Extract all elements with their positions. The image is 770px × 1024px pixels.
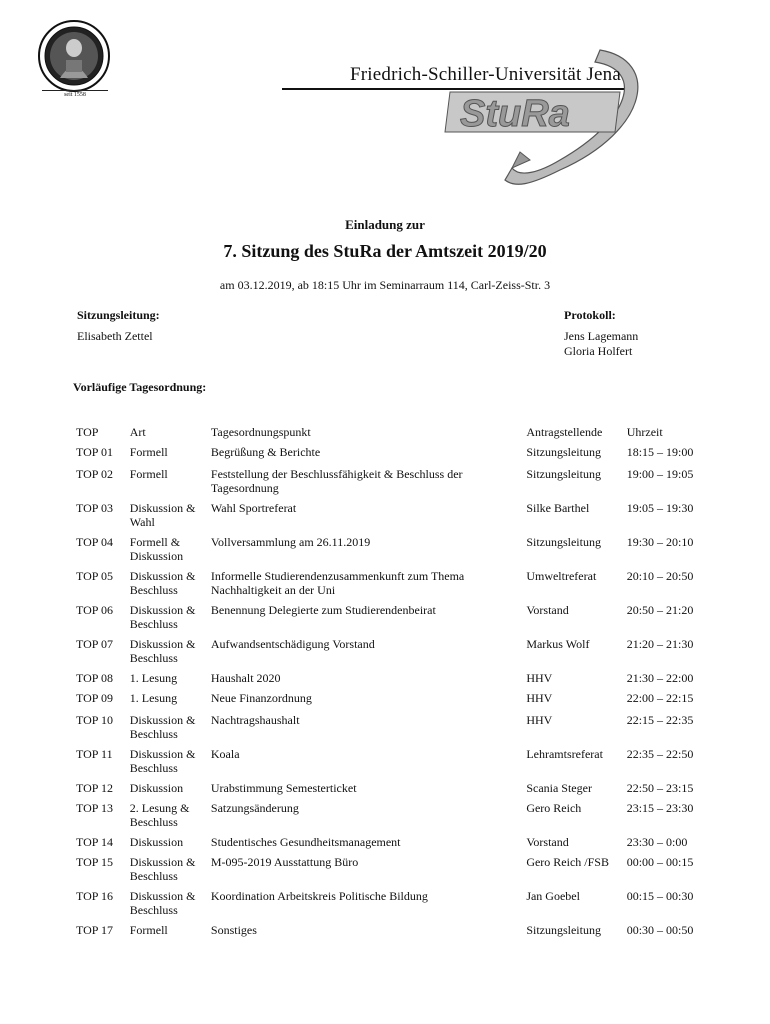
cell-type: Formell: [129, 923, 168, 937]
cell-time: 22:00 – 22:15: [626, 691, 694, 705]
chair-name: Elisabeth Zettel: [77, 329, 153, 343]
cell-item: Benennung Delegierte zum Studierendenbeirat: [210, 603, 436, 617]
cell-item: M-095-2019 Ausstattung Büro: [210, 855, 359, 869]
cell-top: TOP 13: [76, 801, 114, 815]
cell-type: 1. Lesung: [129, 671, 178, 685]
svg-text:StuRa: StuRa: [460, 93, 570, 135]
cell-item: Haushalt 2020: [210, 671, 281, 685]
cell-item: Urabstimmung Semesterticket: [210, 781, 357, 795]
cell-item: Sonstiges: [210, 923, 257, 937]
document-subtitle: Einladung zur: [345, 217, 425, 232]
cell-time: 00:30 – 00:50: [626, 923, 694, 937]
cell-top: TOP 04: [76, 535, 114, 549]
cell-type: 1. Lesung: [129, 691, 178, 705]
cell-type: Diskussion & Beschluss: [129, 637, 196, 665]
cell-item: Feststellung der Beschlussfähigkeit & Beschluss der Tagesordnung: [210, 467, 463, 495]
cell-top: TOP 05: [76, 569, 114, 583]
cell-time: 20:50 – 21:20: [626, 603, 694, 617]
cell-applicant: Sitzungsleitung: [526, 445, 601, 459]
university-seal: [38, 20, 110, 92]
agenda-row: [72, 566, 712, 600]
cell-item: Nachtragshaushalt: [210, 713, 300, 727]
cell-item: Aufwandsentschädigung Vorstand: [210, 637, 375, 651]
cell-applicant: Sitzungsleitung: [526, 535, 601, 549]
cell-time: 23:15 – 23:30: [626, 801, 694, 815]
cell-type: Diskussion: [129, 781, 184, 795]
cell-applicant: HHV: [526, 713, 553, 727]
cell-top: TOP 16: [76, 889, 114, 903]
cell-applicant: Gero Reich: [526, 801, 582, 815]
agenda-row: [72, 886, 712, 920]
agenda-row: [72, 744, 712, 778]
cell-applicant: HHV: [526, 671, 553, 685]
agenda-row: [72, 634, 712, 668]
cell-time: 22:35 – 22:50: [626, 747, 694, 761]
agenda-row: [72, 600, 712, 634]
seal-rule: [42, 90, 108, 91]
cell-time: 22:15 – 22:35: [626, 713, 694, 727]
cell-item: Vollversammlung am 26.11.2019: [210, 535, 371, 549]
agenda-table: [72, 422, 712, 940]
minutes-name-1: Jens Lagemann: [564, 329, 639, 343]
cell-applicant: Silke Barthel: [526, 501, 590, 515]
cell-top: TOP 02: [76, 467, 114, 481]
cell-type: Diskussion & Beschluss: [129, 569, 196, 597]
cell-top: TOP 17: [76, 923, 114, 937]
cell-top: TOP 12: [76, 781, 114, 795]
cell-time: 00:15 – 00:30: [626, 889, 694, 903]
agenda-row: [72, 832, 712, 852]
agenda-row: [72, 442, 712, 464]
cell-item: Koordination Arbeitskreis Politische Bildung: [210, 889, 428, 903]
cell-item: Wahl Sportreferat: [210, 501, 297, 515]
cell-applicant: Gero Reich /FSB: [526, 855, 609, 869]
agenda-row: [72, 464, 712, 498]
cell-time: 23:30 – 0:00: [626, 835, 688, 849]
header-applicant: Antragstellende: [526, 425, 603, 439]
agenda-row: [72, 798, 712, 832]
header-top: TOP: [76, 425, 99, 439]
agenda-row: [72, 532, 712, 566]
cell-applicant: Vorstand: [526, 603, 569, 617]
cell-time: 19:30 – 20:10: [626, 535, 694, 549]
chair-label: Sitzungsleitung:: [77, 308, 160, 322]
cell-type: 2. Lesung & Beschluss: [129, 801, 190, 829]
cell-time: 19:00 – 19:05: [626, 467, 694, 481]
cell-top: TOP 09: [76, 691, 114, 705]
cell-top: TOP 10: [76, 713, 114, 727]
cell-item: Satzungsänderung: [210, 801, 299, 815]
agenda-row: [72, 498, 712, 532]
cell-applicant: Scania Steger: [526, 781, 592, 795]
agenda-row: [72, 688, 712, 710]
cell-item: Koala: [210, 747, 240, 761]
header-item: Tagesordnungspunkt: [210, 425, 311, 439]
agenda-label: Vorläufige Tagesordnung:: [73, 380, 207, 394]
agenda-row: [72, 778, 712, 798]
cell-type: Diskussion & Beschluss: [129, 855, 196, 883]
cell-time: 21:30 – 22:00: [626, 671, 694, 685]
cell-time: 18:15 – 19:00: [626, 445, 694, 459]
document-title: 7. Sitzung des StuRa der Amtszeit 2019/20: [223, 241, 547, 261]
header-type: Art: [129, 425, 146, 439]
cell-top: TOP 14: [76, 835, 114, 849]
cell-top: TOP 11: [76, 747, 113, 761]
cell-top: TOP 08: [76, 671, 114, 685]
seal-caption: seit 1558: [64, 92, 86, 98]
agenda-row: [72, 710, 712, 744]
cell-type: Diskussion: [129, 835, 184, 849]
cell-top: TOP 01: [76, 445, 114, 459]
meeting-info: am 03.12.2019, ab 18:15 Uhr im Seminarraum 114, Carl-Zeiss-Str. 3: [219, 278, 551, 292]
cell-type: Diskussion & Beschluss: [129, 603, 196, 631]
cell-time: 21:20 – 21:30: [626, 637, 694, 651]
cell-top: TOP 06: [76, 603, 114, 617]
cell-applicant: Vorstand: [526, 835, 569, 849]
stura-logo: [420, 40, 660, 190]
cell-type: Diskussion & Wahl: [129, 501, 196, 529]
cell-time: 19:05 – 19:30: [626, 501, 694, 515]
header-time: Uhrzeit: [626, 425, 663, 439]
cell-top: TOP 03: [76, 501, 114, 515]
cell-item: Informelle Studierendenzusammenkunft zum Thema Nachhaltigkeit an der Uni: [210, 569, 465, 597]
cell-applicant: Sitzungsleitung: [526, 467, 601, 481]
cell-applicant: Sitzungsleitung: [526, 923, 601, 937]
agenda-body: [72, 442, 712, 940]
cell-applicant: HHV: [526, 691, 553, 705]
cell-top: TOP 07: [76, 637, 114, 651]
cell-type: Formell: [129, 445, 168, 459]
cell-applicant: Lehramtsreferat: [526, 747, 603, 761]
cell-type: Diskussion & Beschluss: [129, 747, 196, 775]
cell-type: Diskussion & Beschluss: [129, 889, 196, 917]
university-name: Friedrich-Schiller-Universität Jena: [350, 64, 621, 85]
agenda-header-row: [72, 422, 712, 442]
cell-top: TOP 15: [76, 855, 114, 869]
cell-item: Studentisches Gesundheitsmanagement: [210, 835, 401, 849]
minutes-name-2: Gloria Holfert: [564, 344, 633, 358]
cell-applicant: Jan Goebel: [526, 889, 580, 903]
cell-time: 22:50 – 23:15: [626, 781, 694, 795]
cell-item: Neue Finanzordnung: [210, 691, 312, 705]
cell-type: Formell: [129, 467, 168, 481]
agenda-row: [72, 852, 712, 886]
cell-type: Diskussion & Beschluss: [129, 713, 196, 741]
minutes-label: Protokoll:: [564, 308, 616, 322]
agenda-row: [72, 920, 712, 940]
cell-item: Begrüßung & Berichte: [210, 445, 321, 459]
cell-applicant: Umweltreferat: [526, 569, 597, 583]
cell-time: 20:10 – 20:50: [626, 569, 694, 583]
cell-type: Formell & Diskussion: [129, 535, 184, 563]
agenda-row: [72, 668, 712, 688]
cell-time: 00:00 – 00:15: [626, 855, 694, 869]
cell-applicant: Markus Wolf: [526, 637, 590, 651]
